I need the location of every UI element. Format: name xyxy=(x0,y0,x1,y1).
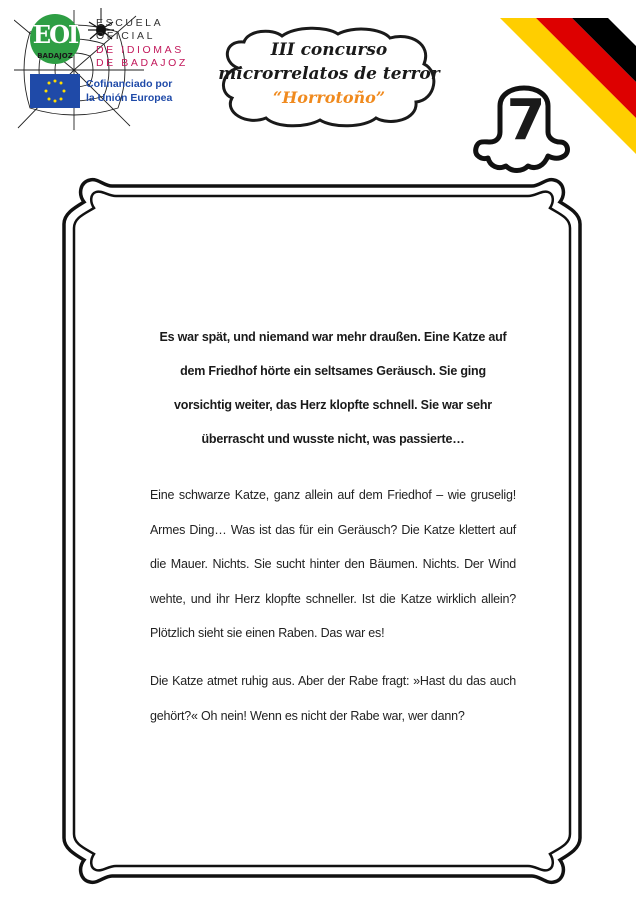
school-name-line-2: OFICIAL xyxy=(96,30,156,42)
title-line-2: microrrelatos de terror xyxy=(218,64,440,84)
eu-cofinance-line-2: la Unión Europea xyxy=(86,92,173,104)
school-name-line-1: ESCUELA xyxy=(96,17,164,29)
eoi-logo-city: BADAJOZ xyxy=(37,52,73,60)
school-name-line-3: DE IDIOMAS xyxy=(96,44,184,56)
story-paragraph-2-text: Die Katze atmet ruhig aus. Aber der Rabe fragt: »Hast du das auch gehört?« Oh nein! Wenn es nicht der Rabe war, wer dann? xyxy=(150,674,516,723)
title-line-1: III concurso xyxy=(270,40,388,60)
story-paragraph-2 xyxy=(150,664,516,733)
story-paragraph-1 xyxy=(150,478,516,651)
eu-flag-icon xyxy=(30,74,80,108)
entry-number: 7 xyxy=(506,88,546,153)
story-intro-text: Es war spät, und niemand war mehr draußen. Eine Katze auf dem Friedhof hörte ein seltsames Geräusch. Sie ging vorsichtig weiter, das Herz klopfte schnell. Sie war sehr überrascht und wusste nicht, was passierte… xyxy=(159,330,507,446)
story-intro xyxy=(150,320,516,456)
school-name-line-4: DE BADAJOZ xyxy=(96,57,188,69)
eoi-logo-mark: EOI xyxy=(32,20,78,49)
title-line-3: “Horrotoño” xyxy=(272,88,386,107)
story-paragraph-1-text: Eine schwarze Katze, ganz allein auf dem Friedhof – wie gruselig! Armes Ding… Was ist das für ein Geräusch? Die Katze klettert auf die Mauer. Nichts. Sie sucht hinter den Bäumen. Nichts. Der Wind wehte, und ihr Herz klopfte schneller. Ist die Katze wirklich allein? Plötzlich sieht sie einen Raben. Das war es! xyxy=(150,488,516,640)
eu-cofinance-line-1: Cofinanciado por xyxy=(86,78,173,90)
